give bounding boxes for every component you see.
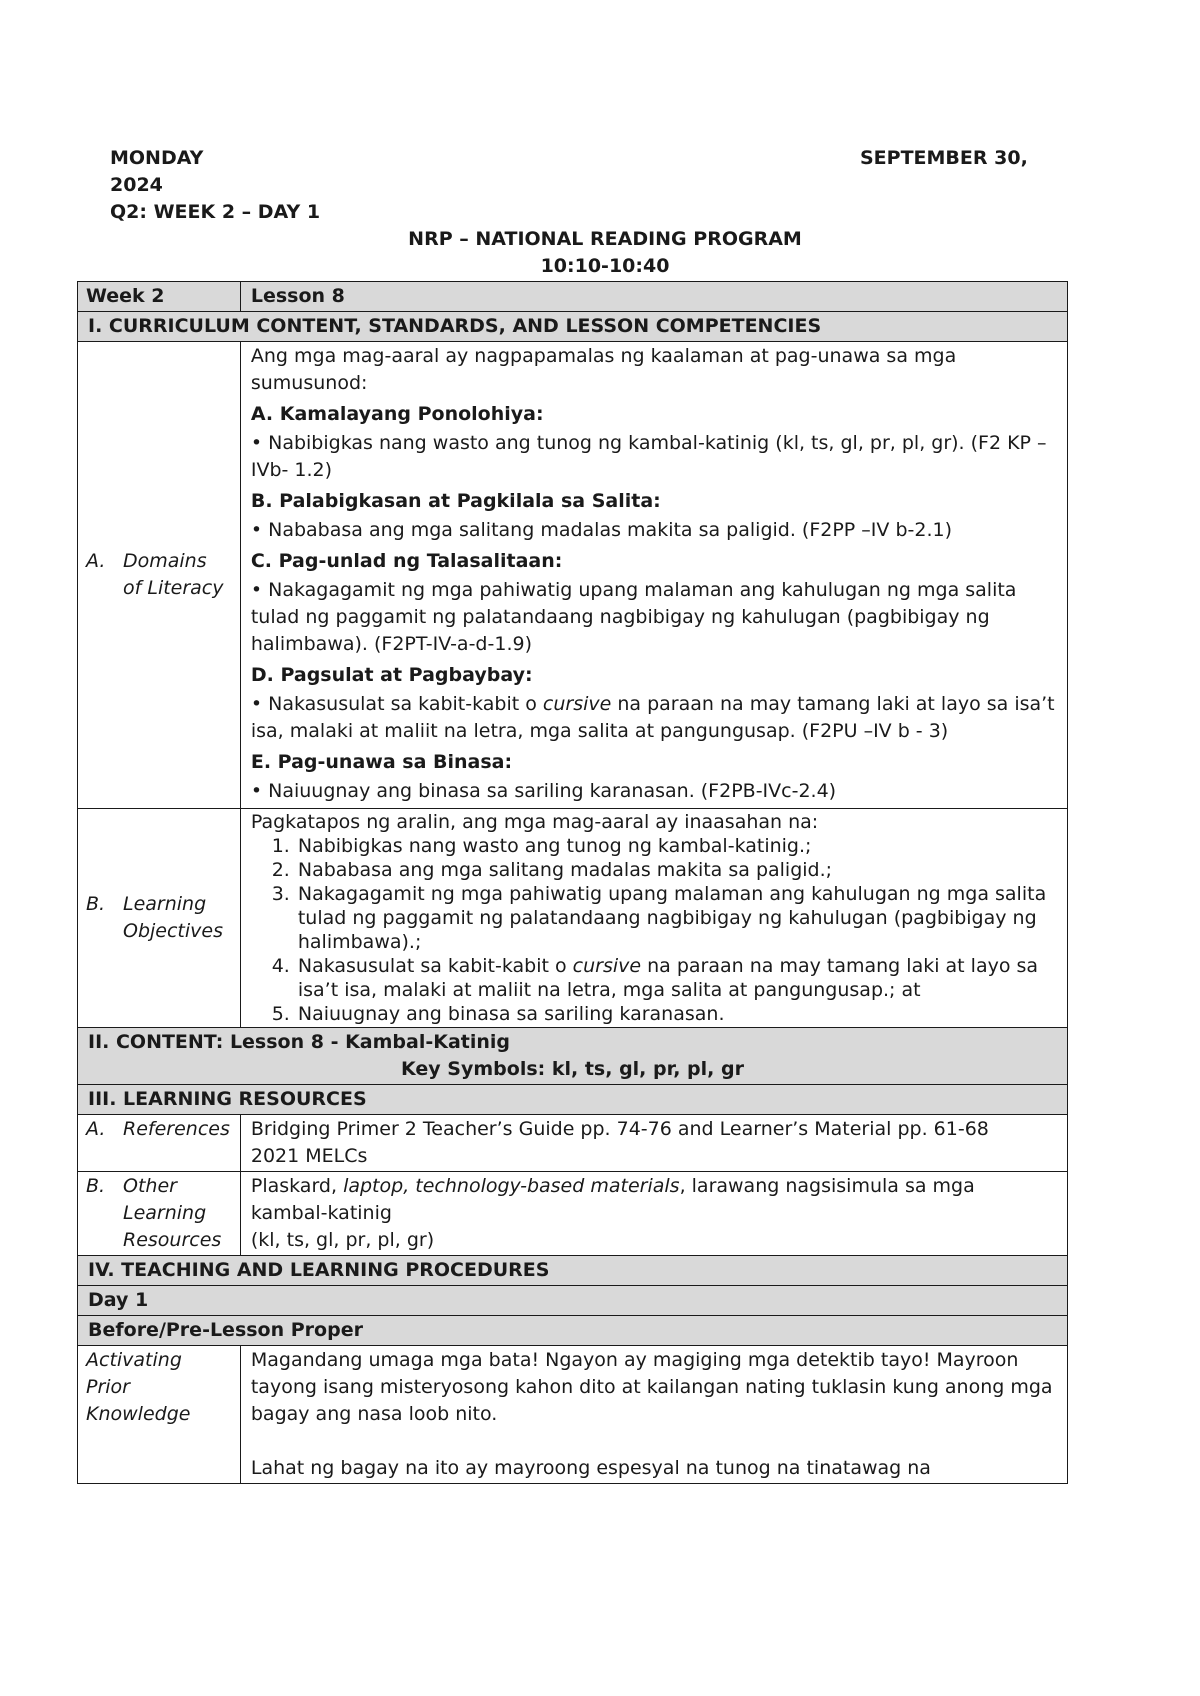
activating-content [240, 1346, 1067, 1484]
domains-intro: Ang mga mag-aaral ay nagpapamalas ng kaalaman at pag-unawa sa mga sumusunod: [250, 345, 957, 394]
other-resources-content [240, 1172, 1067, 1256]
domain-a-item: • Nabibigkas nang wasto ang tunog ng kambal-katinig (kl, ts, gl, pr, pl, gr). (F2 KP –IVb- 1.2) [250, 432, 1047, 481]
pre-lesson-cell: Before/Pre-Lesson Proper [78, 1316, 1068, 1346]
content-cell [78, 1028, 1068, 1085]
header-year: 2024 [110, 174, 163, 196]
other-resources-letter: B. [86, 1175, 106, 1197]
header-week-day: Q2: WEEK 2 – DAY 1 [110, 201, 321, 223]
content-row [78, 1028, 1068, 1085]
activating-label: Activating Prior Knowledge [78, 1346, 241, 1484]
references-label-cell [78, 1115, 241, 1172]
objectives-intro: Pagkatapos ng aralin, ang mga mag-aaral ay inaasahan na: [250, 811, 819, 833]
content-title: II. CONTENT: Lesson 8 - Kambal-Katinig [88, 1031, 511, 1053]
header-time: 10:10-10:40 [540, 255, 670, 277]
objective-item: 5. Naiuugnay ang binasa sa sariling karanasan. [296, 1002, 1057, 1026]
domains-label-cell [78, 342, 241, 809]
lesson-plan-table [77, 281, 1068, 1484]
objectives-row [78, 809, 1068, 1028]
section-curriculum: I. CURRICULUM CONTENT, STANDARDS, AND LESSON COMPETENCIES [78, 312, 1068, 342]
section-procedures: IV. TEACHING AND LEARNING PROCEDURES [78, 1256, 1068, 1286]
day-cell: Day 1 [78, 1286, 1068, 1316]
references-label: References [123, 1118, 230, 1140]
key-symbols: Key Symbols: kl, ts, gl, pr, pl, gr [401, 1058, 744, 1080]
domain-c-item: • Nakagagamit ng mga pahiwatig upang malaman ang kahulugan ng mga salita tulad ng paggamit ng palatandaang nagbibigay ng kahulugan (pagbibigay ng halimbawa). (F2PT-IV-a-d-1.9) [250, 579, 1017, 655]
other-resources-label: Other Learning Resources [123, 1175, 222, 1251]
objective-item: 4. Nakasusulat sa kabit-kabit o cursive na paraan na may tamang laki at layo sa isa’t isa, malaki at maliit na letra, mga salita at pangungusap.; at [296, 954, 1057, 1002]
section-resources: III. LEARNING RESOURCES [78, 1085, 1068, 1115]
references-letter: A. [86, 1118, 106, 1140]
pre-lesson-row [78, 1316, 1068, 1346]
objectives-list [251, 834, 1057, 1026]
domains-content [240, 342, 1067, 809]
references-row [78, 1115, 1068, 1172]
domain-a-title: A. Kamalayang Ponolohiya: [250, 403, 544, 425]
resources-header-row [78, 1085, 1068, 1115]
lesson-cell: Lesson 8 [240, 282, 1067, 312]
references-line1: Bridging Primer 2 Teacher’s Guide pp. 74-76 and Learner’s Material pp. 61-68 [250, 1118, 989, 1140]
objectives-label: Learning Objectives [123, 893, 223, 942]
domain-d-item: • Nakasusulat sa kabit-kabit o cursive na paraan na may tamang laki at layo sa isa’t isa, malaki at maliit na letra, mga salita at pangungusap. (F2PU –IV b - 3) [250, 693, 1055, 742]
references-content [240, 1115, 1067, 1172]
domain-b-item: • Nababasa ang mga salitang madalas makita sa paligid. (F2PP –IV b-2.1) [250, 519, 952, 541]
other-resources-line1: Plaskard, laptop, technology-based materials, larawang nagsisimula sa mga kambal-katinig [250, 1175, 975, 1224]
objective-item: 2. Nababasa ang mga salitang madalas makita sa paligid.; [296, 858, 1057, 882]
domain-d-title: D. Pagsulat at Pagbaybay: [250, 664, 533, 686]
domains-letter: A. [86, 550, 106, 572]
header-day: MONDAY [110, 147, 204, 169]
references-line2: 2021 MELCs [250, 1145, 368, 1167]
objectives-label-cell [78, 809, 241, 1028]
objective-item: 3. Nakagagamit ng mga pahiwatig upang malaman ang kahulugan ng mga salita tulad ng paggamit ng palatandaang nagbibigay ng kahulugan (pagbibigay ng halimbawa).; [296, 882, 1057, 954]
other-resources-row [78, 1172, 1068, 1256]
other-resources-line2: (kl, ts, gl, pr, pl, gr) [250, 1229, 435, 1251]
objectives-letter: B. [86, 893, 106, 915]
domains-row [78, 342, 1068, 809]
day-row [78, 1286, 1068, 1316]
week-cell: Week 2 [78, 282, 241, 312]
objectives-content [240, 809, 1067, 1028]
domain-e-item: • Naiuugnay ang binasa sa sariling karanasan. (F2PB-IVc-2.4) [250, 780, 837, 802]
procedures-row [78, 1256, 1068, 1286]
activating-para2: Lahat ng bagay na ito ay mayroong espesyal na tunog na tinatawag na [250, 1457, 931, 1479]
domain-e-title: E. Pag-unawa sa Binasa: [250, 751, 513, 773]
domain-b-title: B. Palabigkasan at Pagkilala sa Salita: [250, 490, 661, 512]
activating-row [78, 1346, 1068, 1484]
objective-item: 1. Nabibigkas nang wasto ang tunog ng kambal-katinig.; [296, 834, 1057, 858]
header-program: NRP – NATIONAL READING PROGRAM [408, 228, 802, 250]
section-row [78, 312, 1068, 342]
activating-para1: Magandang umaga mga bata! Ngayon ay magiging mga detektib tayo! Mayroon tayong isang misteryosong kahon dito at kailangan nating tuklasin kung anong mga bagay ang nasa loob nito. [250, 1349, 1053, 1425]
domain-c-title: C. Pag-unlad ng Talasalitaan: [250, 550, 563, 572]
week-row [78, 282, 1068, 312]
domains-label: Domains of Literacy [123, 550, 224, 599]
other-resources-label-cell [78, 1172, 241, 1256]
header-date: SEPTEMBER 30, [860, 147, 1028, 169]
